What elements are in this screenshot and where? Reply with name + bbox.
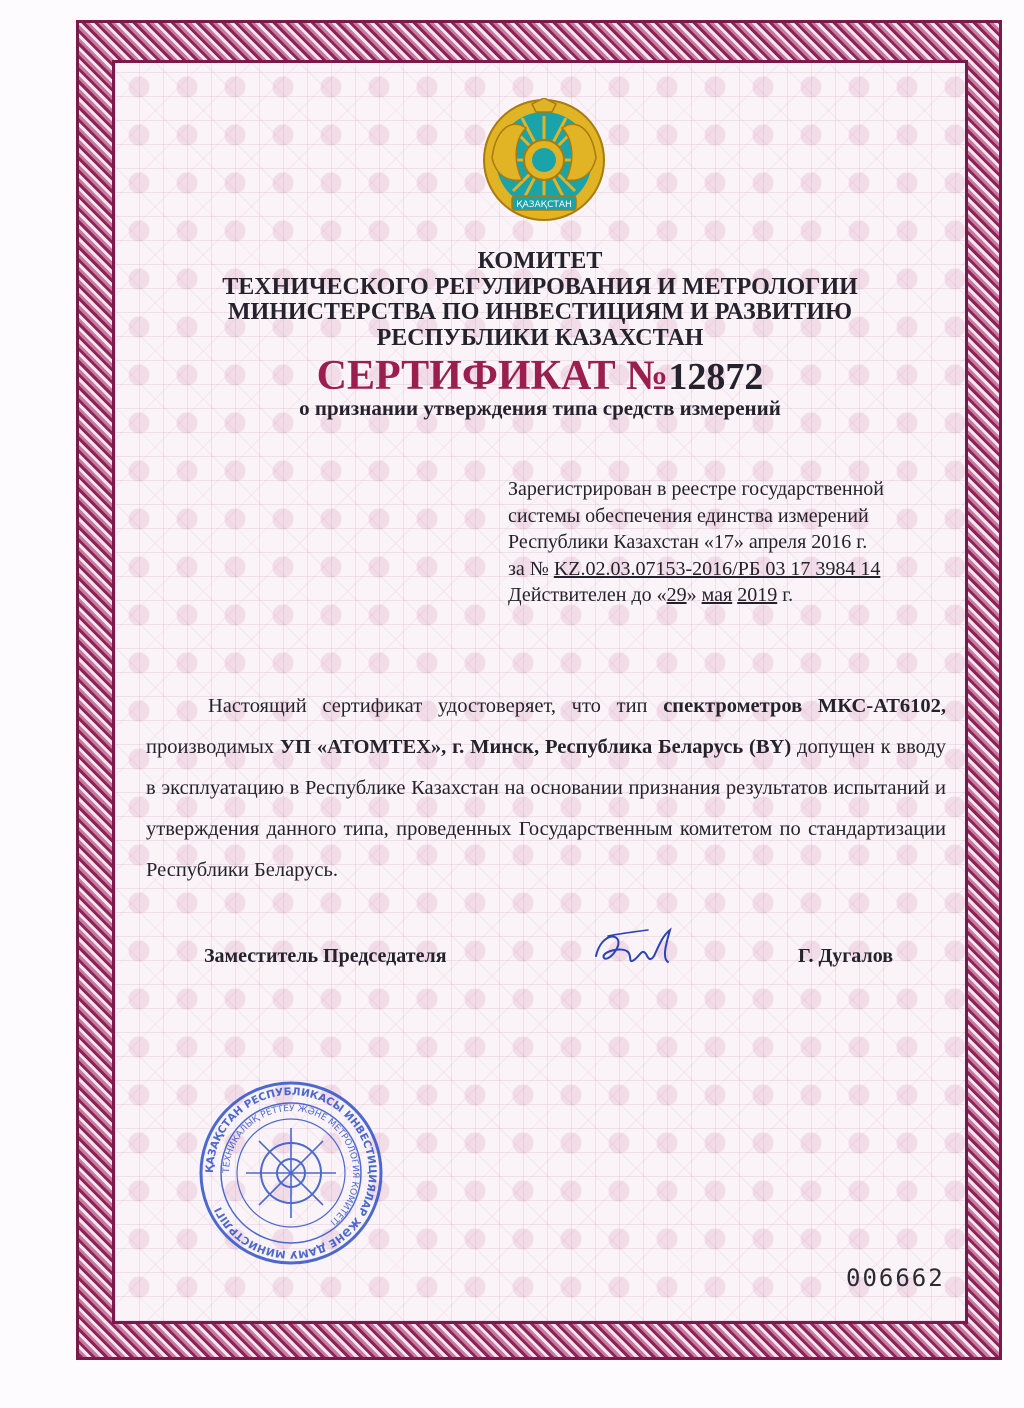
official-stamp-icon [196,1078,386,1268]
signatory-name: Г. Дугалов [798,945,894,967]
committee-heading: КОМИТЕТ [477,248,603,274]
certificate-subtitle: о признании утверждения типа средств измерений [299,396,781,420]
registration-number-line: за № KZ.02.03.07153-2016/РБ 03 17 3984 14 [508,557,881,580]
registration-block [508,476,948,609]
stamp-inner-text: ТЕХНИКАЛЫҚ РЕТТЕУ ЖӘНЕ МЕТРОЛОГИЯ КОМИТЕТІ [221,1103,361,1227]
certificate-number: 12872 [668,356,764,398]
committee-name-line3: МИНИСТЕРСТВА ПО ИНВЕСТИЦИЯМ И РАЗВИТИЮ [227,299,853,325]
registration-line: системы обеспечения единства измерений [508,504,869,527]
manufacturer: УП «АТОМТЕХ», г. Минск, Республика Беларусь (BY) [279,736,792,758]
handwritten-signature-icon [588,918,684,978]
validity-line: Действителен до «29» мая 2019 г. [508,584,794,606]
signatory-title: Заместитель Председателя [204,945,447,967]
signature-row [0,942,1024,982]
stamp-outer-text: ҚАЗАҚСТАН РЕСПУБЛИКАСЫ ИНВЕСТИЦИЯЛАР ЖӘНЕ ДАМУ МИНИСТРЛІГІ [203,1085,379,1261]
committee-name-line4: РЕСПУБЛИКИ КАЗАХСТАН [376,325,704,351]
emblem-caption: ҚАЗАҚСТАН [516,200,572,210]
serial-number: 006662 [846,1264,945,1292]
state-emblem-icon [482,98,606,222]
valid-day: 29 [666,584,687,606]
committee-name-line2: ТЕХНИЧЕСКОГО РЕГУЛИРОВАНИЯ И МЕТРОЛОГИИ [222,274,858,300]
valid-month: мая [701,584,733,606]
device-type: спектрометров МКС-АТ6102, [663,695,946,717]
certificate-body: Настоящий сертификат удостоверяет, что тип спектрометров МКС-АТ6102, производимых УП «АТОМТЕХ», г. Минск, Республика Беларусь (BY) допущен к вводу в эксплуатацию в Республике Казахстан на основании признания результатов испытаний и утверждения данного типа, проведенных Государственным комитетом по стандартизации Республики Беларусь. [146,695,946,881]
registration-line: Зарегистрирован в реестре государственной [508,478,884,500]
valid-year: 2019 [737,584,778,606]
registration-line: Республики Казахстан «17» апреля 2016 г. [508,531,868,553]
certificate-word: СЕРТИФИКАТ № [316,353,669,399]
registration-number: KZ.02.03.07153-2016/РБ 03 17 3984 14 [553,557,881,580]
